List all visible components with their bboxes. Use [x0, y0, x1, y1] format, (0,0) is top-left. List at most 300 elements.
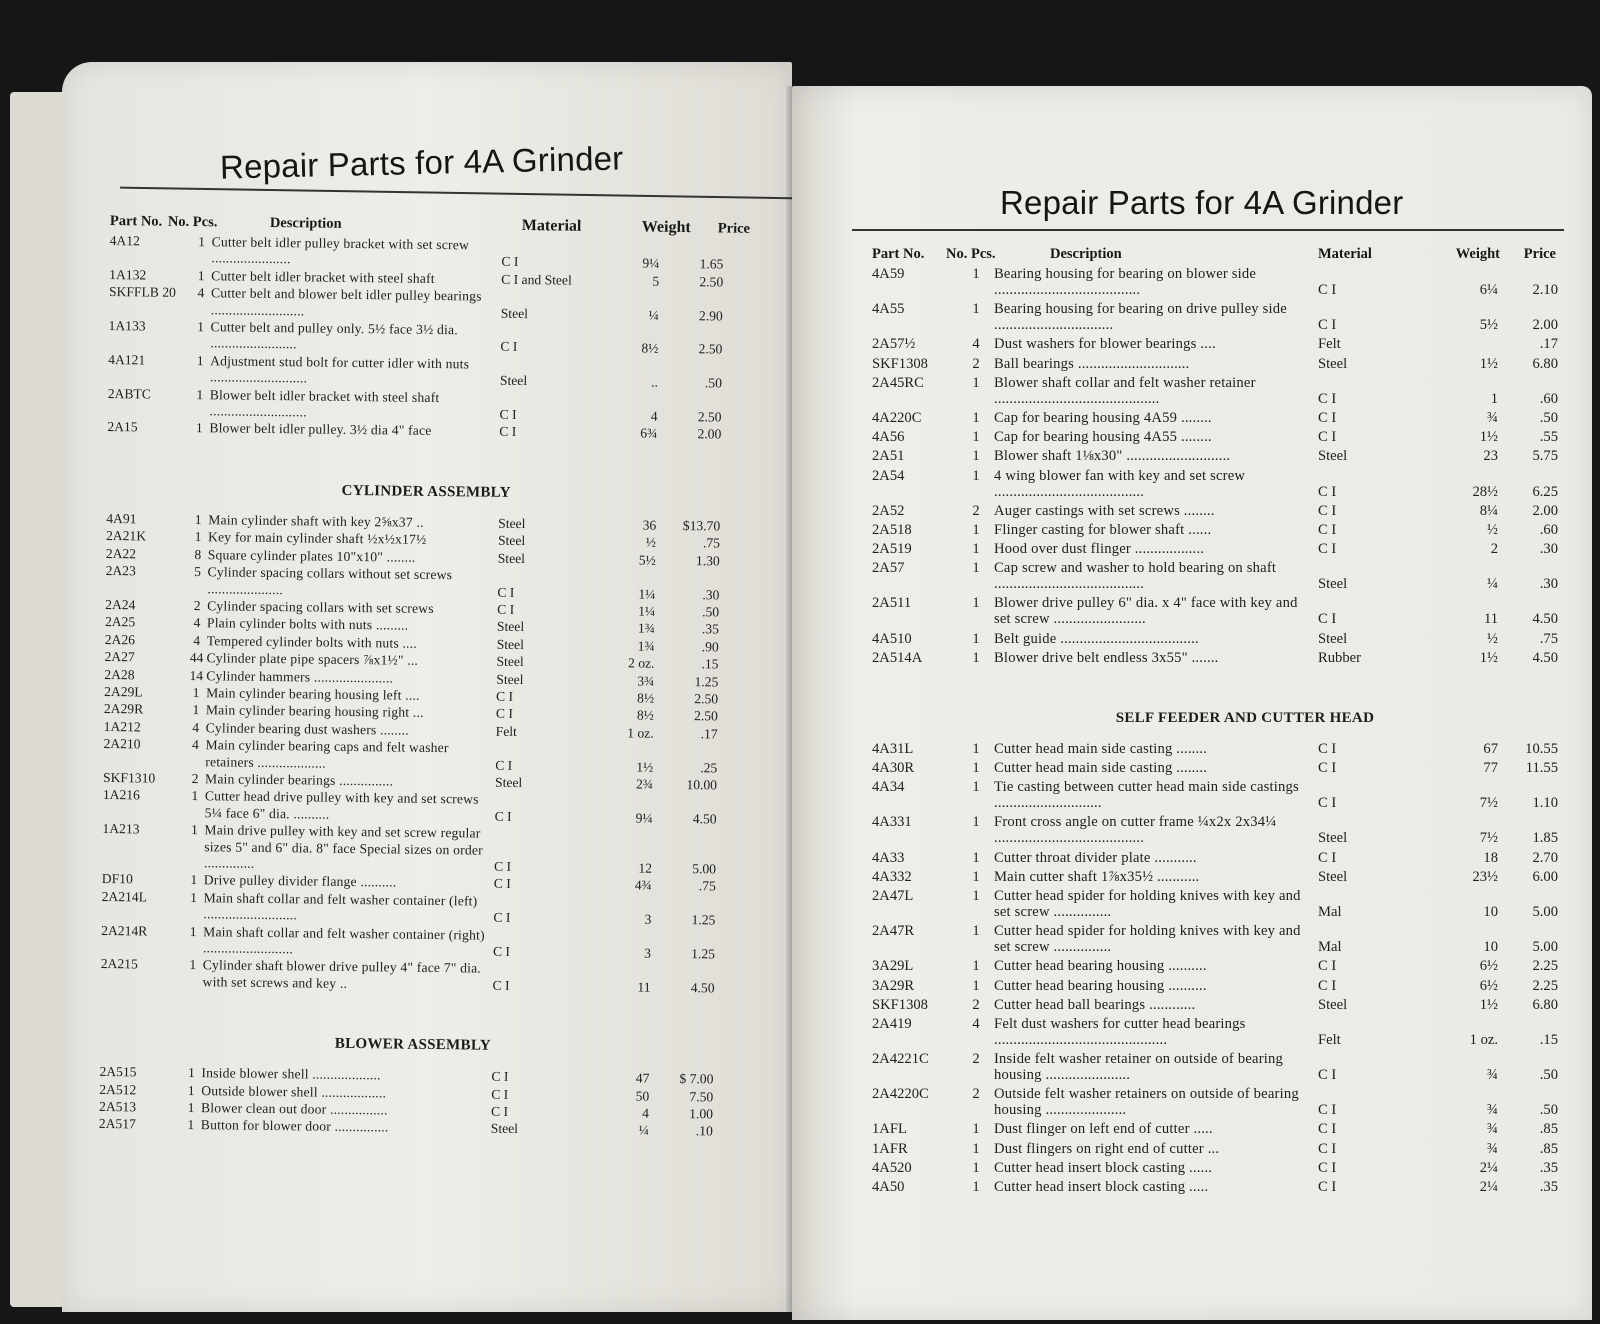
part-number: DF10 — [101, 871, 133, 887]
part-weight: 1½ — [1479, 355, 1498, 372]
part-number: 4A520 — [872, 1159, 912, 1176]
part-price: 2.70 — [1532, 849, 1558, 866]
part-material: Felt — [495, 723, 517, 739]
part-weight: ½ — [1487, 521, 1498, 538]
part-number: 4A220C — [872, 409, 922, 426]
part-material: C I — [492, 943, 511, 959]
part-weight: 3¾ — [637, 673, 655, 689]
part-description: Main drive pulley with key and set screw regular sizes 5" and 6" dia. 8" face Special sizes on order .............. — [203, 822, 483, 871]
part-description: Blower belt idler pulley. 3½ dia 4" face — [209, 420, 432, 439]
piece-count: 1 — [196, 386, 204, 402]
piece-count: 1 — [972, 541, 980, 558]
part-description: Ball bearings ............................. — [994, 355, 1190, 372]
part-material: Steel — [498, 515, 526, 531]
table-row — [872, 503, 1558, 519]
part-weight: ¾ — [1487, 1102, 1498, 1119]
part-weight: 23 — [1483, 448, 1498, 465]
part-weight: 1¼ — [638, 585, 656, 602]
part-price: .55 — [1539, 429, 1558, 446]
part-number: 2A45RC — [872, 374, 924, 391]
part-description: Auger castings with set screws ........ — [994, 502, 1215, 519]
part-material: C I — [499, 424, 517, 440]
part-weight: 36 — [642, 517, 657, 533]
piece-count: 2 — [193, 597, 201, 614]
part-description: Tempered cylinder bolts with nuts .... — [206, 632, 417, 651]
part-description: Cylinder shaft blower drive pulley 4" face 7" dia. with set screws and key .. — [202, 957, 482, 991]
part-material: Rubber — [1318, 649, 1361, 666]
part-description: Main cutter shaft 1⅞x35½ ........... — [994, 868, 1200, 885]
part-number: 2A24 — [105, 596, 136, 613]
table-row — [872, 741, 1558, 757]
part-price: 10.00 — [686, 777, 718, 793]
col-price: Price — [717, 220, 751, 237]
part-number: SKF1308 — [872, 996, 928, 1013]
col-part-no: Part No. — [872, 246, 925, 262]
part-number: 2A21K — [105, 528, 147, 544]
table-row — [102, 821, 743, 878]
part-price: .90 — [701, 638, 719, 655]
part-description: Belt guide .................................... — [994, 630, 1199, 647]
part-description: Key for main cylinder shaft ½x½x17½ — [207, 529, 427, 548]
part-weight: 77 — [1483, 760, 1498, 776]
part-number: 2A15 — [107, 419, 138, 435]
col-part-no: Part No. — [109, 212, 163, 230]
part-material: C I — [1318, 541, 1337, 558]
piece-count: 1 — [189, 923, 197, 939]
part-number: 2A515 — [99, 1064, 137, 1080]
part-price: .15 — [1539, 1031, 1558, 1048]
part-description: Dust flingers on right end of cutter ... — [994, 1140, 1220, 1157]
piece-count: 1 — [197, 319, 205, 335]
part-material: Steel — [1318, 576, 1348, 593]
part-material: Steel — [494, 774, 523, 791]
part-price: 6.25 — [1532, 483, 1558, 500]
part-description: Cylinder spacing collars with set screws — [207, 598, 434, 616]
part-description: Cutter throat divider plate ........... — [994, 849, 1197, 866]
piece-count: 1 — [972, 409, 980, 426]
part-material: C I — [497, 584, 515, 600]
piece-count: 4 — [193, 615, 201, 631]
part-material: C I — [492, 977, 510, 993]
part-material: C I — [501, 254, 519, 270]
part-material: C I — [1318, 1102, 1337, 1119]
piece-count: 1 — [972, 429, 980, 446]
part-price: .50 — [1539, 409, 1558, 426]
part-weight: 8¼ — [1479, 502, 1498, 519]
part-material: Steel — [496, 671, 524, 687]
table-row — [872, 888, 1558, 920]
part-weight: 6½ — [1479, 977, 1498, 994]
part-price: .60 — [1539, 521, 1558, 538]
part-material: C I — [1318, 740, 1337, 757]
part-description: Inside felt washer retainer on outside of bearing housing ...................... — [994, 1051, 1284, 1084]
part-number: 4A59 — [872, 266, 905, 282]
part-number: 2A518 — [872, 521, 912, 538]
page-title: Repair Parts for 4A Grinder — [1000, 184, 1404, 221]
piece-count: 1 — [187, 1065, 195, 1081]
part-description: Cylinder bearing dust washers ........ — [205, 719, 409, 738]
table-row — [872, 336, 1558, 352]
part-price: $ 7.00 — [679, 1071, 714, 1087]
part-price: .30 — [1539, 541, 1558, 558]
table-row — [872, 779, 1558, 811]
part-description: Button for blower door ............... — [200, 1117, 389, 1135]
part-weight: 9¼ — [635, 810, 653, 826]
piece-count: 2 — [972, 1051, 980, 1068]
part-number: 1AFR — [872, 1140, 908, 1157]
part-weight: 2¼ — [1479, 1159, 1498, 1176]
part-material: C I — [491, 1068, 509, 1085]
part-material: C I — [491, 1086, 509, 1102]
part-weight: ¼ — [648, 307, 659, 323]
part-price: 1.25 — [691, 946, 716, 962]
piece-count: 1 — [972, 1140, 980, 1157]
part-number: SKF1310 — [103, 769, 156, 786]
part-description: Adjustment stud bolt for cutter idler with nuts ........................... — [209, 353, 470, 386]
part-number: 4A91 — [106, 510, 137, 527]
part-description: Blower shaft 1⅛x30" ........................... — [994, 448, 1231, 465]
part-price: 2.50 — [693, 708, 718, 724]
part-description: Cutter belt idler bracket with steel shaft — [211, 268, 435, 286]
piece-count: 1 — [972, 1159, 980, 1176]
piece-count: 1 — [972, 814, 980, 831]
part-description: Drive pulley divider flange .......... — [203, 872, 397, 890]
part-material: Steel — [1318, 830, 1348, 847]
table-row — [101, 956, 741, 997]
part-material: C I — [497, 601, 515, 617]
page-title: Repair Parts for 4A Grinder — [219, 139, 624, 186]
part-material: Steel — [490, 1121, 519, 1137]
part-weight: 8½ — [641, 340, 659, 357]
part-number: 2A514A — [872, 649, 923, 666]
col-no-pcs: No. Pcs. — [167, 213, 218, 231]
part-number: 1A216 — [102, 787, 140, 803]
part-material: Steel — [496, 619, 525, 635]
part-material: Steel — [1318, 355, 1348, 372]
part-weight: ¾ — [1487, 1067, 1498, 1084]
part-weight: 1½ — [1479, 996, 1498, 1013]
part-price: 11.55 — [1525, 760, 1558, 776]
piece-count: 2 — [972, 996, 980, 1013]
part-weight: 1½ — [1479, 649, 1498, 666]
piece-count: 2 — [972, 355, 980, 372]
part-description: Main shaft collar and felt washer container (right) ......................... — [202, 923, 485, 957]
part-description: Cutter belt and pulley only. 5½ face 3½ dia. ........................ — [210, 319, 458, 352]
part-number: 2A511 — [872, 595, 912, 612]
part-description: Bearing housing for bearing on drive pulley side ............................... — [994, 301, 1287, 334]
piece-count: 1 — [194, 511, 202, 528]
part-weight: 2¾ — [635, 776, 654, 792]
part-description: Main cylinder bearings ............... — [204, 771, 394, 789]
part-price: .10 — [695, 1123, 713, 1139]
right-rows — [872, 266, 1558, 1195]
table-row — [872, 410, 1558, 426]
piece-count: 1 — [972, 779, 980, 796]
part-description: Cutter head spider for holding knives with key and set screw ............... — [994, 887, 1301, 920]
part-description: Cylinder hammers ...................... — [206, 667, 394, 686]
part-material: C I — [1318, 483, 1337, 500]
piece-count: 4 — [192, 719, 200, 735]
table-row — [872, 448, 1558, 464]
part-price: .50 — [702, 604, 720, 620]
table-row — [872, 541, 1558, 557]
part-weight: ½ — [1487, 630, 1498, 647]
part-material: Felt — [1318, 1031, 1341, 1048]
part-number: 1A212 — [103, 718, 141, 735]
part-material: C I and Steel — [501, 271, 572, 288]
part-description: Outside blower shell .................. — [201, 1082, 387, 1101]
part-material: C I — [1318, 1179, 1337, 1195]
part-number: 4A30R — [872, 760, 915, 776]
part-price: .35 — [1539, 1179, 1558, 1195]
part-price: 2.00 — [1532, 502, 1558, 519]
part-weight: 1¾ — [637, 638, 655, 654]
part-weight: ¾ — [1487, 1140, 1498, 1157]
part-description: Cutter head spider for holding knives with key and set screw ............... — [994, 923, 1301, 956]
table-row — [872, 356, 1558, 372]
part-weight: 6½ — [1479, 958, 1498, 975]
piece-count: 1 — [972, 560, 980, 577]
part-weight: 28½ — [1472, 483, 1498, 500]
part-weight: ¾ — [1487, 1121, 1498, 1138]
table-row — [872, 468, 1558, 500]
part-number: 2A29L — [104, 683, 143, 700]
title-rule — [852, 229, 1564, 231]
part-material: Felt — [1318, 336, 1341, 353]
part-description: Cylinder spacing collars without set screws ..................... — [207, 564, 453, 597]
table-row — [872, 1086, 1558, 1118]
piece-count: 1 — [196, 352, 204, 368]
part-number: 4A510 — [872, 630, 912, 647]
piece-count: 1 — [192, 702, 200, 718]
part-material: C I — [1318, 760, 1337, 776]
part-material: C I — [1318, 977, 1337, 994]
right-page — [792, 86, 1592, 1320]
part-weight: 4 — [642, 1105, 650, 1121]
part-price: .85 — [1539, 1140, 1558, 1157]
part-price: 1.30 — [695, 552, 720, 569]
table-row — [872, 760, 1558, 776]
part-number: 4A56 — [872, 429, 905, 446]
part-weight: 2 oz. — [627, 655, 655, 671]
piece-count: 1 — [972, 760, 980, 776]
col-description: Description — [269, 214, 342, 232]
table-row — [872, 923, 1558, 955]
part-price: 6.80 — [1532, 996, 1558, 1013]
part-weight: 8½ — [637, 690, 655, 706]
part-price: 2.10 — [1532, 282, 1558, 298]
part-number: 2A214L — [101, 888, 148, 905]
piece-count: 44 — [189, 650, 204, 666]
part-description: Cap screw and washer to hold bearing on shaft ....................................... — [994, 560, 1277, 593]
table-row — [872, 1121, 1558, 1137]
part-description: Flinger casting for blower shaft ...... — [994, 521, 1212, 538]
part-description: Cutter belt idler pulley bracket with set screw ...................... — [211, 234, 470, 267]
part-number: 2ABTC — [107, 385, 151, 402]
table-row — [872, 850, 1558, 866]
part-price: .75 — [1539, 630, 1558, 647]
piece-count: 14 — [189, 667, 204, 683]
piece-count: 1 — [972, 595, 980, 612]
part-material: C I — [1318, 1159, 1337, 1176]
part-number: 1A133 — [108, 318, 146, 334]
part-weight: 1½ — [636, 759, 654, 775]
part-number: 3A29R — [872, 977, 915, 994]
table-row — [872, 1016, 1558, 1048]
part-price: .15 — [701, 656, 719, 672]
part-material: Steel — [1318, 996, 1348, 1013]
part-description: Cutter head main side casting ........ — [994, 740, 1208, 757]
part-number: 2A517 — [98, 1116, 136, 1132]
part-description: Cutter belt and blower belt idler pulley bearings .......................... — [210, 285, 482, 319]
part-material: C I — [1318, 1067, 1337, 1084]
part-number: 2A22 — [105, 545, 137, 562]
part-price: .50 — [1539, 1102, 1558, 1119]
part-weight: 4 — [650, 408, 658, 424]
part-price: 1.65 — [699, 256, 724, 272]
part-description: Cutter head bearing housing .......... — [994, 977, 1207, 994]
piece-count: 1 — [189, 957, 197, 973]
part-number: 2A215 — [100, 956, 138, 972]
piece-count: 1 — [972, 630, 980, 647]
piece-count: 1 — [972, 740, 980, 757]
part-price: 6.80 — [1532, 355, 1558, 372]
part-material: C I — [1318, 1140, 1337, 1157]
part-description: Plain cylinder bolts with nuts ......... — [206, 615, 409, 633]
part-number: 4A332 — [872, 868, 912, 885]
part-weight: 67 — [1483, 740, 1498, 757]
piece-count: 4 — [192, 737, 199, 753]
part-description: Felt dust washers for cutter head bearings ............................................. — [994, 1015, 1246, 1048]
piece-count: 5 — [194, 564, 202, 580]
part-description: Cutter head ball bearings ............ — [994, 996, 1196, 1013]
part-weight: 1 oz. — [627, 725, 654, 741]
part-description: Main cylinder bearing caps and felt washer retainers ................... — [205, 737, 449, 771]
part-price: .17 — [700, 726, 718, 742]
part-price: .50 — [704, 375, 723, 391]
table-row — [872, 522, 1558, 538]
piece-count: 4 — [972, 336, 980, 353]
part-number: 2A26 — [104, 631, 136, 648]
piece-count: 1 — [190, 889, 198, 905]
piece-count: 1 — [190, 872, 198, 888]
part-price: 2.50 — [694, 691, 719, 707]
part-weight: 5 — [652, 273, 660, 289]
part-price: 4.50 — [690, 979, 715, 996]
part-description: Cap for bearing housing 4A55 ........ — [994, 429, 1212, 446]
part-material: C I — [1318, 958, 1337, 975]
part-weight: .. — [651, 374, 659, 390]
part-weight: 47 — [635, 1070, 650, 1086]
title-rule — [120, 187, 798, 199]
part-weight: 6¾ — [640, 425, 658, 442]
piece-count: 8 — [194, 546, 202, 562]
piece-count: 1 — [972, 301, 980, 318]
part-material: C I — [494, 808, 512, 824]
table-row — [872, 1141, 1558, 1157]
part-weight: 8½ — [636, 707, 654, 724]
part-price: 10.55 — [1525, 740, 1558, 757]
part-price: 5.00 — [1532, 939, 1558, 956]
part-price: 2.25 — [1532, 977, 1558, 994]
part-weight: 3 — [644, 911, 652, 927]
part-number: SKF1308 — [872, 355, 928, 372]
part-material: Mal — [1318, 939, 1342, 956]
part-number: 3A29L — [872, 958, 914, 975]
part-description: Main cylinder shaft with key 2⅝x37 .. — [208, 512, 424, 530]
part-material: Steel — [496, 636, 525, 652]
part-material: C I — [1318, 611, 1337, 628]
col-no-pcs: No. Pcs. — [946, 246, 996, 262]
part-weight: 3 — [644, 945, 652, 961]
part-price: 2.25 — [1532, 958, 1558, 975]
part-description: Blower drive pulley 6" dia. x 4" face with key and set screw ........................ — [994, 595, 1298, 628]
part-price: 2.50 — [699, 274, 724, 290]
part-material: Steel — [499, 373, 528, 389]
piece-count: 1 — [972, 958, 980, 975]
col-price: Price — [1523, 246, 1556, 262]
piece-count: 1 — [187, 1082, 195, 1098]
part-number: 1A132 — [109, 266, 147, 283]
part-description: 4 wing blower fan with key and set screw ....................................... — [994, 467, 1246, 500]
part-weight: 10 — [1483, 939, 1498, 956]
part-material: C I — [495, 706, 513, 722]
part-description: Tie casting between cutter head main side castings ............................ — [994, 779, 1299, 812]
piece-count: 1 — [194, 529, 202, 545]
part-price: 2.90 — [698, 307, 723, 324]
part-description: Cutter head drive pulley with key and set screws 5¼ face 6" dia. .......... — [204, 788, 479, 822]
part-description: Main shaft collar and felt washer container (left) .......................... — [203, 890, 478, 923]
part-weight: 9¼ — [642, 255, 660, 272]
part-description: Outside felt washer retainers on outside of bearing housing ..................... — [994, 1086, 1299, 1119]
part-material: C I — [490, 1103, 509, 1119]
part-description: Blower drive belt endless 3x55" ....... — [994, 649, 1219, 666]
part-number: 2A214R — [101, 922, 148, 939]
part-price: .30 — [1539, 576, 1558, 593]
part-material: C I — [1318, 390, 1337, 407]
part-material: C I — [1318, 1121, 1337, 1138]
part-number: 2A513 — [98, 1098, 137, 1115]
part-material: Mal — [1318, 903, 1342, 920]
part-number: 4A12 — [109, 232, 140, 249]
part-number: 2A47L — [872, 887, 914, 904]
part-price: $13.70 — [682, 517, 721, 534]
part-price: 1.85 — [1532, 830, 1558, 847]
part-number: 4A55 — [872, 301, 905, 318]
part-material: C I — [1318, 849, 1337, 866]
part-description: Blower belt idler bracket with steel shaft ........................... — [209, 386, 440, 420]
table-row — [872, 560, 1558, 592]
piece-count: 1 — [972, 887, 980, 904]
part-number: 2A27 — [104, 649, 135, 665]
part-price: 4.50 — [1532, 649, 1558, 666]
table-row — [872, 958, 1558, 974]
piece-count: 2 — [972, 1086, 980, 1103]
part-material: C I — [1318, 282, 1337, 298]
part-material: C I — [1318, 795, 1337, 812]
part-number: 1AFL — [872, 1121, 907, 1138]
part-description: Dust washers for blower bearings .... — [994, 336, 1216, 353]
part-weight: ¾ — [1487, 409, 1498, 426]
part-number: 2A519 — [872, 541, 912, 558]
part-number: 4A50 — [872, 1179, 905, 1195]
part-price: .85 — [1539, 1121, 1558, 1138]
part-number: 2A28 — [104, 666, 135, 682]
piece-count: 1 — [972, 374, 980, 391]
part-material: C I — [1318, 429, 1337, 446]
part-material: C I — [493, 909, 511, 926]
part-material: C I — [1318, 502, 1337, 519]
